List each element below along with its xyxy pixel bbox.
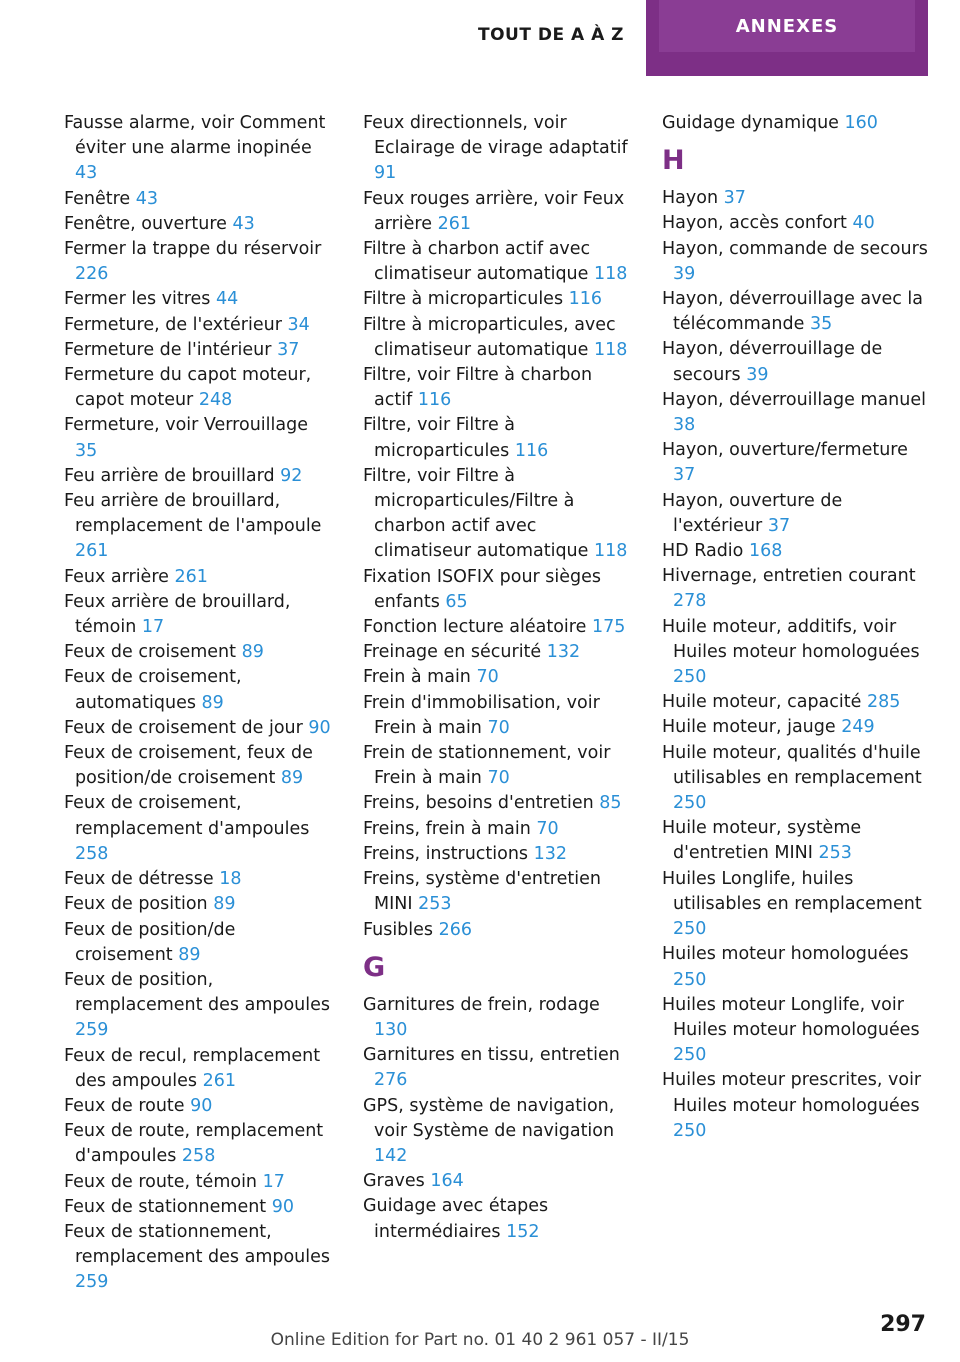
index-entry-term: Filtre à charbon actif avec climatiseur automatique: [363, 239, 591, 285]
index-entry-term: Feux de position/de croisement: [64, 919, 236, 965]
index-entry: [64, 1044, 332, 1094]
index-entry-term: Graves: [363, 1171, 425, 1192]
index-entry-page-link[interactable]: 89: [178, 944, 201, 965]
index-entry-term: Freins, système d'entretien MINI: [363, 869, 601, 915]
index-entry-page-link[interactable]: 142: [374, 1145, 408, 1166]
index-entry-term: Feux de croisement de jour: [64, 717, 303, 738]
index-entry-term: Fixation ISOFIX pour sièges enfants: [363, 566, 602, 612]
index-entry-term: Huiles moteur prescrites, voir Huiles moteur homologuées: [662, 1070, 922, 1116]
index-entry: [363, 111, 631, 187]
index-entry-term: Feux de stationnement: [64, 1196, 267, 1217]
index-entry-term: Fenêtre, ouverture: [64, 213, 227, 234]
index-entry-page-link[interactable]: 17: [141, 617, 165, 638]
index-entry: [662, 489, 930, 539]
index-entry-term: Fermeture, voir Verrouillage: [64, 415, 308, 436]
index-entry: [64, 665, 332, 715]
index-entry: [662, 237, 930, 287]
index-entry-page-link[interactable]: 175: [591, 617, 626, 638]
index-entry-term: Freins, frein à main: [363, 818, 531, 839]
index-entry-term: Hayon, accès confort: [662, 213, 847, 234]
index-entry: [64, 1220, 332, 1296]
index-entry: [662, 186, 930, 211]
index-entry-term: Huile moteur, jauge: [662, 717, 836, 738]
index-entry: [662, 741, 930, 817]
index-entry: [662, 942, 930, 992]
index-entry-page-link[interactable]: 39: [673, 263, 696, 284]
index-entry-term: Freins, besoins d'entretien: [363, 793, 594, 814]
index-entry-term: Feux arrière de brouillard, témoin: [64, 591, 291, 638]
index-entry-page-link[interactable]: 70: [487, 717, 510, 738]
index-entry-term: Feux arrière: [64, 566, 169, 587]
index-entry: [64, 464, 332, 489]
index-letter-heading: H: [662, 145, 685, 177]
index-entry-page-link[interactable]: 90: [271, 1196, 295, 1217]
index-entry-term: Feux de croisement: [64, 642, 236, 663]
index-entry-page-link[interactable]: 91: [374, 163, 397, 184]
index-entry-page-link[interactable]: 37: [673, 465, 696, 486]
index-entry: [64, 716, 332, 741]
index-entry: [363, 287, 631, 312]
index-entry-page-link[interactable]: 261: [75, 541, 109, 562]
index-entry-page-link[interactable]: 70: [487, 768, 510, 789]
index-entry: [363, 867, 631, 917]
page-number: 297: [880, 1312, 926, 1337]
index-entry: [662, 615, 930, 691]
index-entry: [662, 111, 930, 136]
index-entry: [64, 565, 332, 590]
index-entry: [363, 640, 631, 665]
index-entry-page-link[interactable]: 43: [135, 188, 159, 209]
index-entry: [363, 187, 631, 237]
index-entry-page-link[interactable]: 37: [277, 339, 300, 360]
index-entry-page-link[interactable]: 89: [201, 692, 224, 713]
index-entry-page-link[interactable]: 132: [546, 642, 581, 663]
index-entry: [363, 741, 631, 791]
index-entry-page-link[interactable]: 130: [374, 1019, 408, 1040]
index-entry: [363, 413, 631, 463]
index-entry-term: Guidage dynamique: [662, 113, 839, 133]
index-entry: [662, 564, 930, 614]
index-entry-page-link[interactable]: 89: [280, 768, 304, 789]
index-entry-page-link[interactable]: 40: [852, 213, 875, 234]
index-entry: [363, 615, 631, 640]
index-entry-page-link[interactable]: 253: [418, 894, 452, 915]
chapter-tab-label: ANNEXES: [659, 0, 915, 52]
index-entry-page-link[interactable]: 250: [673, 919, 707, 940]
index-entry-page-link[interactable]: 35: [809, 314, 833, 335]
index-entry-page-link[interactable]: 259: [75, 1020, 109, 1041]
index-entry-page-link[interactable]: 37: [723, 188, 746, 209]
index-entry: [64, 590, 332, 640]
index-entry-term: Filtre à microparticules: [363, 289, 564, 310]
index-letter-heading: G: [363, 951, 386, 983]
index-entry: [64, 640, 332, 665]
index-entry-page-link[interactable]: 39: [746, 364, 769, 385]
index-entry-page-link[interactable]: 258: [181, 1146, 216, 1167]
index-entry: [64, 313, 332, 338]
index-entry-page-link[interactable]: 44: [216, 289, 239, 310]
index-entry-page-link[interactable]: 35: [75, 440, 98, 461]
index-entry-page-link[interactable]: 118: [594, 264, 628, 285]
index-entry-term: Hayon, ouverture/fermeture: [662, 440, 908, 461]
index-entry-page-link[interactable]: 253: [818, 843, 852, 864]
index-entry-term: Feux de position: [64, 894, 208, 915]
index-entry-term: Frein de stationnement, voir Frein à main: [363, 743, 611, 789]
index-entry-term: Feux directionnels, voir Eclairage de virage adaptatif: [363, 113, 628, 159]
index-entry-page-link[interactable]: 249: [841, 717, 875, 738]
index-entry: [64, 489, 332, 565]
index-entry-term: Frein d'immobilisation, voir Frein à main: [363, 692, 600, 738]
index-entry-page-link[interactable]: 276: [374, 1070, 408, 1091]
index-entry-term: Garnitures de frein, rodage: [363, 994, 600, 1015]
index-entry: [662, 867, 930, 943]
index-entry-page-link[interactable]: 90: [308, 717, 331, 738]
index-entry-term: Feux de croisement, feux de position/de croisement: [64, 743, 313, 789]
index-entry-page-link[interactable]: 278: [673, 591, 707, 612]
index-entry-term: Feux rouges arrière, voir Feux arrière: [363, 188, 625, 234]
index-entry: [64, 1195, 332, 1220]
index-entry-term: Feux de route, remplacement d'ampoules: [64, 1121, 324, 1167]
index-entry-page-link[interactable]: 266: [438, 919, 473, 940]
index-entry: [363, 691, 631, 741]
index-entry: [363, 1169, 631, 1194]
index-entry-term: Fermeture, de l'extérieur: [64, 314, 282, 335]
index-entry-term: HD Radio: [662, 541, 744, 562]
index-entry-term: Hivernage, entretien courant: [662, 566, 916, 587]
index-entry-term: Huile moteur, qualités d'huile utilisables en remplacement: [662, 742, 922, 788]
index-entry: [64, 212, 332, 237]
index-entry: [64, 363, 332, 413]
index-entry-term: Freins, instructions: [363, 843, 529, 864]
index-entry-page-link[interactable]: 250: [673, 793, 707, 814]
index-entry-term: Huile moteur, capacité: [662, 692, 862, 713]
index-entry-page-link[interactable]: 250: [673, 1045, 707, 1066]
index-entry: [662, 287, 930, 337]
index-entry-term: Hayon, déverrouillage avec la télécommande: [662, 289, 924, 335]
index-entry-page-link[interactable]: 85: [599, 793, 622, 814]
index-entry-term: Guidage avec étapes intermédiaires: [363, 1196, 549, 1242]
index-entry-term: Fermeture de l'intérieur: [64, 339, 272, 360]
index-entry: [662, 337, 930, 387]
index-entry: [662, 1068, 930, 1144]
index-entry-term: Filtre, voir Filtre à charbon actif: [363, 365, 593, 411]
index-entry-term: Hayon, déverrouillage manuel: [662, 389, 926, 410]
index-entry-page-link[interactable]: 250: [673, 667, 707, 688]
index-entry: [662, 993, 930, 1069]
index-entry-page-link[interactable]: 250: [673, 969, 707, 990]
index-entry: [363, 791, 631, 816]
index-entry: [64, 791, 332, 867]
index-entry-page-link[interactable]: 116: [514, 440, 549, 461]
index-entry-term: Feux de croisement, automatiques: [64, 667, 242, 713]
index-entry-page-link[interactable]: 116: [568, 289, 603, 310]
index-entry-page-link[interactable]: 37: [767, 515, 791, 536]
index-entry-page-link[interactable]: 261: [437, 213, 471, 234]
index-entry: [64, 867, 332, 892]
index-entry-page-link[interactable]: 118: [594, 339, 628, 360]
index-entry-term: GPS, système de navigation, voir Système de navigation: [363, 1095, 615, 1141]
index-entry: [64, 1119, 332, 1169]
index-entry-term: Fenêtre: [64, 188, 131, 209]
index-entry: [363, 464, 631, 565]
index-entry-page-link[interactable]: 89: [213, 894, 236, 915]
index-entry: [363, 842, 631, 867]
index-entry-page-link[interactable]: 152: [506, 1221, 540, 1242]
index-entry-page-link[interactable]: 43: [232, 213, 255, 234]
index-entry-term: Garnitures en tissu, entretien: [363, 1045, 620, 1066]
index-entry-page-link[interactable]: 258: [75, 843, 109, 864]
index-entry-term: Hayon, déverrouillage de secours: [662, 339, 883, 385]
index-entry-page-link[interactable]: 116: [417, 390, 452, 411]
index-entry-page-link[interactable]: 18: [219, 869, 242, 890]
index-entry: [662, 388, 930, 438]
index-entry-term: Hayon, commande de secours: [662, 238, 928, 259]
index-column-3: [662, 111, 930, 1144]
index-entry: [363, 817, 631, 842]
index-entry: [64, 187, 332, 212]
index-entry-term: Frein à main: [363, 667, 471, 688]
index-entry-page-link[interactable]: 261: [202, 1070, 236, 1091]
index-entry: [64, 338, 332, 363]
index-entry-page-link[interactable]: 17: [262, 1171, 285, 1192]
index-entry: [662, 816, 930, 866]
index-entry: [363, 665, 631, 690]
section-title: TOUT DE A À Z: [478, 25, 624, 45]
index-entry: [363, 1194, 631, 1244]
edition-footer: Online Edition for Part no. 01 40 2 961 057 - II/15: [270, 1330, 690, 1350]
index-entry-term: Feux de stationnement, remplacement des ampoules: [64, 1221, 331, 1268]
index-entry-term: Feux de détresse: [64, 869, 214, 890]
index-entry-page-link[interactable]: 226: [75, 264, 109, 285]
index-entry-page-link[interactable]: 34: [287, 314, 310, 335]
index-entry-page-link[interactable]: 168: [748, 541, 783, 562]
index-entry-page-link[interactable]: 118: [594, 541, 628, 562]
index-entry: [363, 565, 631, 615]
index-entry-page-link[interactable]: 285: [866, 692, 901, 713]
index-entry: [64, 1170, 332, 1195]
index-entry-term: Feux de route: [64, 1095, 185, 1116]
index-entry-term: Huile moteur, additifs, voir Huiles moteur homologuées: [662, 616, 920, 662]
index-entry: [363, 918, 631, 943]
index-entry-term: Filtre à microparticules, avec climatiseur automatique: [363, 314, 616, 360]
index-entry: [64, 968, 332, 1044]
index-entry-term: Feu arrière de brouillard, remplacement de l'ampoule: [64, 491, 322, 537]
index-entry-term: Huile moteur, système d'entretien MINI: [662, 818, 862, 864]
index-entry: [363, 313, 631, 363]
index-entry-page-link[interactable]: 90: [190, 1095, 213, 1116]
index-entry-page-link[interactable]: 92: [280, 465, 303, 486]
index-entry-term: Fausse alarme, voir Comment éviter une alarme inopinée: [64, 113, 326, 159]
index-entry: [662, 438, 930, 488]
index-entry-page-link[interactable]: 164: [430, 1171, 464, 1192]
index-entry-term: Fusibles: [363, 919, 434, 940]
index-entry-page-link[interactable]: 70: [536, 818, 559, 839]
index-entry-term: Feux de route, témoin: [64, 1171, 258, 1192]
index-entry: [662, 211, 930, 236]
index-entry-page-link[interactable]: 43: [75, 163, 98, 184]
index-entry-term: Hayon: [662, 188, 719, 209]
index-entry-page-link[interactable]: 248: [198, 390, 233, 411]
index-entry-term: Fermeture du capot moteur, capot moteur: [64, 365, 312, 411]
index-entry-page-link[interactable]: 65: [445, 591, 468, 612]
index-entry: [363, 1094, 631, 1170]
index-entry: [363, 993, 631, 1043]
index-entry-term: Feu arrière de brouillard: [64, 465, 275, 486]
index-entry: [64, 1094, 332, 1119]
index-entry: [64, 892, 332, 917]
index-entry-term: Huiles moteur Longlife, voir Huiles moteur homologuées: [662, 994, 920, 1040]
index-entry: [363, 237, 631, 287]
index-entry-page-link[interactable]: 160: [844, 113, 878, 133]
index-entry-term: Freinage en sécurité: [363, 642, 542, 663]
index-entry: [64, 413, 332, 463]
index-entry-term: Feux de position, remplacement des ampoules: [64, 969, 331, 1016]
index-entry-page-link[interactable]: 259: [75, 1272, 109, 1293]
index-entry-term: Fonction lecture aléatoire: [363, 617, 587, 638]
index-entry: [64, 918, 332, 968]
index-entry: [64, 237, 332, 287]
index-entry-term: Filtre, voir Filtre à microparticules/Filtre à charbon actif avec climatiseur automatique: [363, 465, 589, 562]
index-entry: [363, 1043, 631, 1093]
index-entry: [64, 741, 332, 791]
index-entry-page-link[interactable]: 70: [476, 667, 499, 688]
index-column-1: [64, 111, 332, 1296]
index-entry: [363, 363, 631, 413]
index-entry-page-link[interactable]: 38: [673, 415, 696, 436]
index-entry-page-link[interactable]: 132: [533, 843, 568, 864]
index-entry-term: Fermer les vitres: [64, 289, 211, 310]
index-entry: [662, 690, 930, 715]
index-entry-term: Huiles moteur homologuées: [662, 944, 909, 965]
index-entry-term: Filtre, voir Filtre à microparticules: [363, 415, 516, 461]
index-entry-term: Fermer la trappe du réservoir: [64, 239, 322, 260]
index-entry-page-link[interactable]: 250: [673, 1120, 707, 1141]
index-entry-page-link[interactable]: 261: [174, 566, 208, 587]
index-entry-term: Hayon, ouverture de l'extérieur: [662, 490, 843, 536]
index-entry-term: Huiles Longlife, huiles utilisables en remplacement: [662, 868, 922, 914]
chapter-tab: [646, 0, 928, 76]
index-entry-page-link[interactable]: 89: [241, 642, 264, 663]
index-entry-term: Feux de croisement, remplacement d'ampoules: [64, 793, 310, 839]
index-entry: [64, 111, 332, 187]
index-entry: [662, 539, 930, 564]
index-entry-term: Feux de recul, remplacement des ampoules: [64, 1045, 321, 1091]
index-entry: [662, 715, 930, 740]
index-column-2: [363, 111, 631, 1245]
index-entry: [64, 287, 332, 312]
